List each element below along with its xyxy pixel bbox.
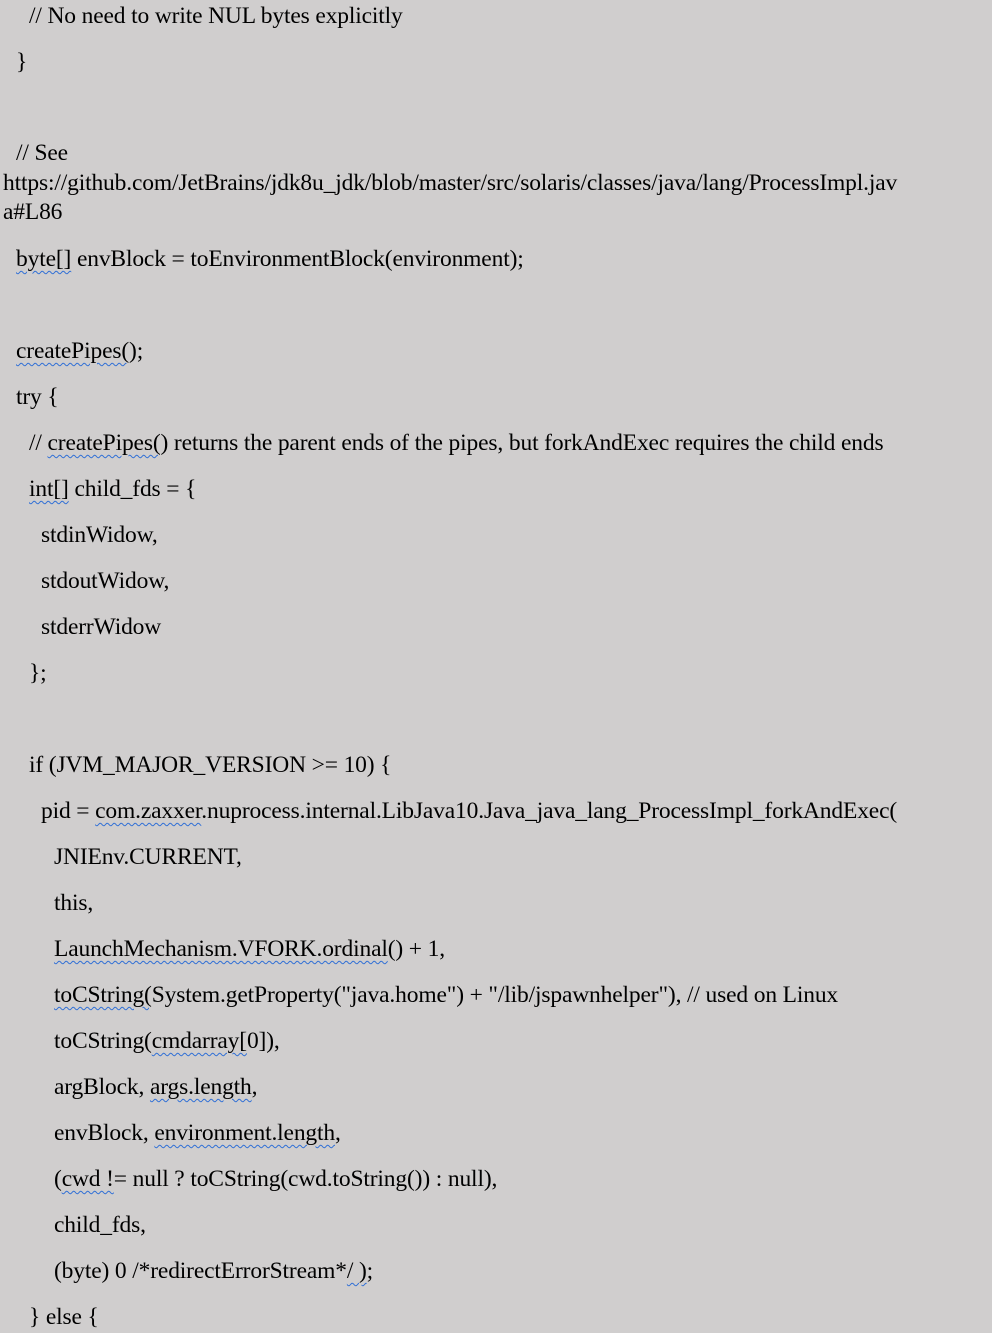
spellcheck-flagged-text: args.length bbox=[149, 1074, 252, 1100]
spellcheck-flagged-text: createPipes( bbox=[47, 430, 161, 456]
code-line bbox=[29, 1303, 99, 1331]
code-text: https://github.com/JetBrains/jdk8u_jdk/blob/master/src/solaris/classes/java/lang/ProcessImpl.jav bbox=[3, 170, 898, 196]
spellcheck-flagged-text: cwd ! bbox=[61, 1166, 114, 1192]
code-line bbox=[54, 1165, 497, 1193]
code-line bbox=[54, 1119, 341, 1147]
code-line bbox=[16, 383, 59, 411]
code-line bbox=[41, 613, 161, 641]
code-line bbox=[16, 245, 524, 273]
code-text: stdoutWidow, bbox=[41, 568, 170, 594]
code-text: if (JVM_MAJOR_VERSION >= 10) { bbox=[29, 752, 392, 778]
code-text: ( bbox=[54, 1166, 62, 1192]
code-text: } else { bbox=[29, 1304, 99, 1330]
code-line bbox=[29, 659, 47, 687]
spellcheck-flagged-text: cmdarray[ bbox=[151, 1028, 247, 1054]
code-text: toCString( bbox=[54, 1028, 152, 1054]
code-text: () + 1, bbox=[387, 936, 445, 962]
code-text: stderrWidow bbox=[41, 614, 162, 640]
code-text: child_fds = { bbox=[68, 476, 197, 502]
code-text: try { bbox=[16, 384, 59, 410]
code-line bbox=[3, 169, 897, 197]
code-line bbox=[41, 567, 169, 595]
spellcheck-flagged-text: com.zaxxer bbox=[95, 798, 202, 824]
code-line bbox=[29, 475, 196, 503]
code-text: (byte) 0 /*redirectErrorStream* bbox=[54, 1258, 347, 1284]
code-text: this, bbox=[54, 890, 94, 916]
code-line bbox=[41, 797, 897, 825]
code-line bbox=[54, 1073, 257, 1101]
code-line bbox=[29, 2, 403, 30]
code-text: System.getProperty("java.home") + "/lib/jspawnhelper"), // used on Linux bbox=[151, 982, 839, 1008]
code-line bbox=[54, 843, 242, 871]
code-line bbox=[54, 1027, 280, 1055]
code-line bbox=[16, 337, 143, 365]
code-text: // See bbox=[16, 140, 68, 166]
spellcheck-flagged-text: byte[] bbox=[16, 246, 72, 272]
code-line bbox=[29, 751, 391, 779]
spellcheck-flagged-text: / ) bbox=[346, 1258, 367, 1284]
code-text: // bbox=[29, 430, 48, 456]
code-text: ); bbox=[129, 338, 144, 364]
code-text: ) returns the parent ends of the pipes, but forkAndExec requires the child ends bbox=[160, 430, 884, 456]
code-text: a#L86 bbox=[3, 199, 63, 225]
spellcheck-flagged-text: LaunchMechanism.VFORK.ordinal bbox=[54, 936, 388, 962]
code-line bbox=[29, 429, 883, 457]
code-line bbox=[41, 521, 158, 549]
code-line bbox=[54, 981, 838, 1009]
spellcheck-flagged-text: createPipes( bbox=[16, 338, 130, 364]
code-text: , bbox=[251, 1074, 258, 1100]
spellcheck-flagged-text: environment.length bbox=[154, 1120, 336, 1146]
code-text: child_fds, bbox=[54, 1212, 146, 1238]
code-line bbox=[54, 1257, 373, 1285]
code-text: JNIEnv.CURRENT, bbox=[54, 844, 242, 870]
code-text: // No need to write NUL bytes explicitly bbox=[29, 3, 403, 29]
spellcheck-flagged-text: toCString( bbox=[54, 982, 152, 1008]
code-line bbox=[16, 139, 68, 167]
code-line bbox=[16, 48, 27, 76]
code-text: envBlock, bbox=[54, 1120, 155, 1146]
code-line bbox=[54, 1211, 146, 1239]
code-text: .nuprocess.internal.LibJava10.Java_java_lang_ProcessImpl_forkAndExec( bbox=[201, 798, 898, 824]
code-text: } bbox=[16, 49, 28, 75]
code-text: argBlock, bbox=[54, 1074, 150, 1100]
spellcheck-flagged-text: int[] bbox=[29, 476, 69, 502]
code-text: , bbox=[335, 1120, 341, 1146]
code-text: ; bbox=[366, 1258, 374, 1284]
code-text: = null ? toCString(cwd.toString()) : null), bbox=[113, 1166, 498, 1192]
code-text: envBlock = toEnvironmentBlock(environment); bbox=[71, 246, 524, 272]
code-line bbox=[3, 198, 62, 226]
code-text: 0]), bbox=[246, 1028, 280, 1054]
code-text: }; bbox=[29, 660, 47, 686]
code-line bbox=[54, 935, 445, 963]
code-line bbox=[54, 889, 93, 917]
code-text: pid = bbox=[41, 798, 96, 824]
code-text: stdinWidow, bbox=[41, 522, 158, 548]
